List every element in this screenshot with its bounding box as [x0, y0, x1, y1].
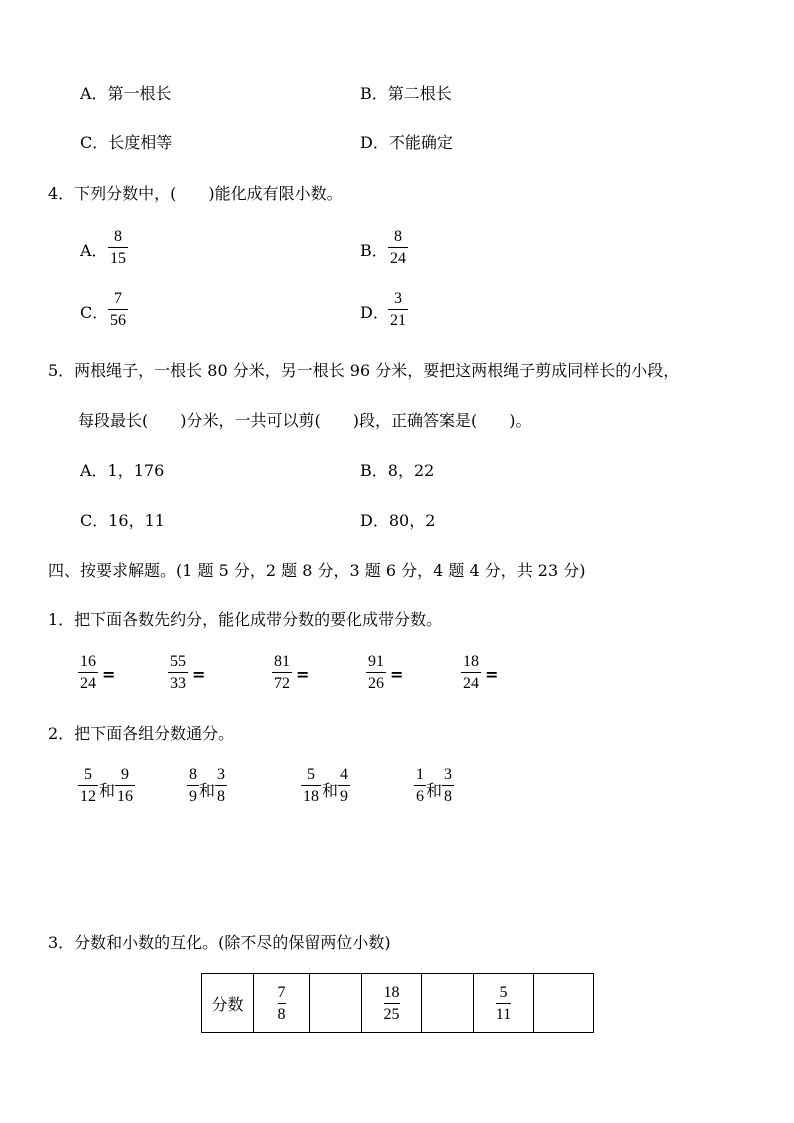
fraction-bar [496, 1003, 511, 1004]
answer-cell[interactable] [310, 974, 362, 1033]
section-4-title: 四、按要求解题。(1 题 5 分，2 题 8 分，3 题 6 分，4 题 4 分，共 23 分) [48, 561, 586, 580]
denominator: 8 [444, 788, 452, 805]
q3-option-a: A．第一根长 [80, 84, 172, 103]
q4-option-c-fraction [108, 290, 128, 330]
equals-sign: = [102, 665, 116, 684]
and-connector: 和 [322, 781, 339, 800]
p1-stem: 1．把下面各数先约分，能化成带分数的要化成带分数。 [48, 610, 443, 629]
fraction-bar [168, 672, 188, 673]
denominator: 8 [217, 788, 225, 805]
cell-fraction [384, 984, 400, 1024]
numerator: 5 [307, 766, 315, 783]
p1-fraction [366, 653, 386, 693]
fraction-cell [254, 974, 310, 1033]
q4-option-c-label: C． [80, 303, 109, 322]
q3-option-b: B．第二根长 [360, 84, 452, 103]
table-row [202, 974, 594, 1033]
q5-option-d: D．80，2 [360, 511, 436, 530]
and-connector: 和 [199, 781, 216, 800]
numerator: 8 [114, 228, 122, 245]
q4-option-d-label: D． [360, 303, 389, 322]
denominator: 15 [110, 250, 126, 267]
row-header-cell [202, 974, 254, 1033]
fraction-bar [108, 247, 128, 248]
and-connector: 和 [426, 781, 443, 800]
numerator: 3 [394, 290, 402, 307]
answer-cell[interactable] [534, 974, 594, 1033]
numerator: 55 [170, 653, 186, 670]
fraction-bar [338, 785, 350, 786]
numerator: 4 [340, 766, 348, 783]
q4-option-a-label: A． [80, 241, 108, 260]
fraction-bar [278, 1003, 286, 1004]
numerator: 18 [463, 653, 479, 670]
q4-option-b-fraction [388, 228, 408, 268]
p2-fraction-a [187, 766, 199, 806]
answer-cell[interactable] [422, 974, 474, 1033]
p2-fraction-a [414, 766, 426, 806]
numerator: 3 [444, 766, 452, 783]
q3-option-d: D．不能确定 [360, 133, 453, 152]
q4-option-a-fraction [108, 228, 128, 268]
p2-fraction-a [78, 766, 98, 806]
q4-option-b-label: B． [360, 241, 388, 260]
numerator: 18 [383, 984, 400, 1001]
numerator: 5 [499, 984, 508, 1001]
cell-fraction [278, 984, 286, 1024]
q5-stem-line2: 每段最长( )分米，一共可以剪( )段，正确答案是( )。 [78, 411, 532, 430]
denominator: 24 [390, 250, 406, 267]
fraction-bar [414, 785, 426, 786]
denominator: 16 [117, 788, 133, 805]
denominator: 9 [189, 788, 197, 805]
numerator: 7 [277, 984, 286, 1001]
q5-option-b: B．8，22 [360, 461, 435, 480]
numerator: 91 [368, 653, 384, 670]
fraction-bar [215, 785, 227, 786]
fraction-bar [461, 672, 481, 673]
fraction-bar [272, 672, 292, 673]
p2-fraction-b [338, 766, 350, 806]
p1-fraction [78, 653, 98, 693]
denominator: 26 [368, 675, 384, 692]
denominator: 8 [277, 1006, 286, 1023]
p3-stem: 3．分数和小数的互化。(除不尽的保留两位小数) [48, 933, 391, 952]
q4-option-d-fraction [388, 290, 408, 330]
denominator: 56 [110, 312, 126, 329]
numerator: 1 [416, 766, 424, 783]
numerator: 3 [217, 766, 225, 783]
p2-fraction-b [115, 766, 135, 806]
p2-fraction-b [442, 766, 454, 806]
fraction-bar [187, 785, 199, 786]
p2-fraction-b [215, 766, 227, 806]
q5-option-c: C．16，11 [80, 511, 165, 530]
denominator: 12 [80, 788, 96, 805]
p2-stem: 2．把下面各组分数通分。 [48, 724, 235, 743]
denominator: 21 [390, 312, 406, 329]
conversion-table [201, 973, 594, 1033]
denominator: 24 [463, 675, 479, 692]
denominator: 72 [274, 675, 290, 692]
fraction-bar [442, 785, 454, 786]
denominator: 24 [80, 675, 96, 692]
fraction-bar [78, 785, 98, 786]
q3-option-c: C．长度相等 [80, 133, 173, 152]
fraction-cell [362, 974, 422, 1033]
fraction-bar [384, 1003, 400, 1004]
denominator: 9 [340, 788, 348, 805]
p1-fraction [461, 653, 481, 693]
denominator: 6 [416, 788, 424, 805]
denominator: 11 [495, 1006, 512, 1023]
fraction-bar [388, 309, 408, 310]
fraction-bar [388, 247, 408, 248]
numerator: 8 [189, 766, 197, 783]
fraction-cell [474, 974, 534, 1033]
numerator: 9 [121, 766, 129, 783]
q5-stem-line1: 5．两根绳子，一根长 80 分米，另一根长 96 分米，要把这两根绳子剪成同样长的小段， [48, 361, 680, 380]
denominator: 18 [303, 788, 319, 805]
row-header-label: 分数 [211, 994, 244, 1014]
fraction-bar [78, 672, 98, 673]
equals-sign: = [485, 665, 499, 684]
equals-sign: = [390, 665, 404, 684]
q5-option-a: A．1，176 [80, 461, 165, 480]
fraction-bar [301, 785, 321, 786]
numerator: 81 [274, 653, 290, 670]
numerator: 7 [114, 290, 122, 307]
p2-fraction-a [301, 766, 321, 806]
numerator: 16 [80, 653, 96, 670]
numerator: 5 [84, 766, 92, 783]
fraction-bar [108, 309, 128, 310]
q4-stem: 4．下列分数中，( )能化成有限小数。 [48, 184, 343, 203]
cell-fraction [496, 984, 511, 1024]
equals-sign: = [192, 665, 206, 684]
fraction-bar [115, 785, 135, 786]
p1-fraction [168, 653, 188, 693]
fraction-bar [366, 672, 386, 673]
equals-sign: = [296, 665, 310, 684]
denominator: 25 [383, 1006, 400, 1023]
and-connector: 和 [99, 781, 116, 800]
numerator: 8 [394, 228, 402, 245]
p1-fraction [272, 653, 292, 693]
denominator: 33 [170, 675, 186, 692]
